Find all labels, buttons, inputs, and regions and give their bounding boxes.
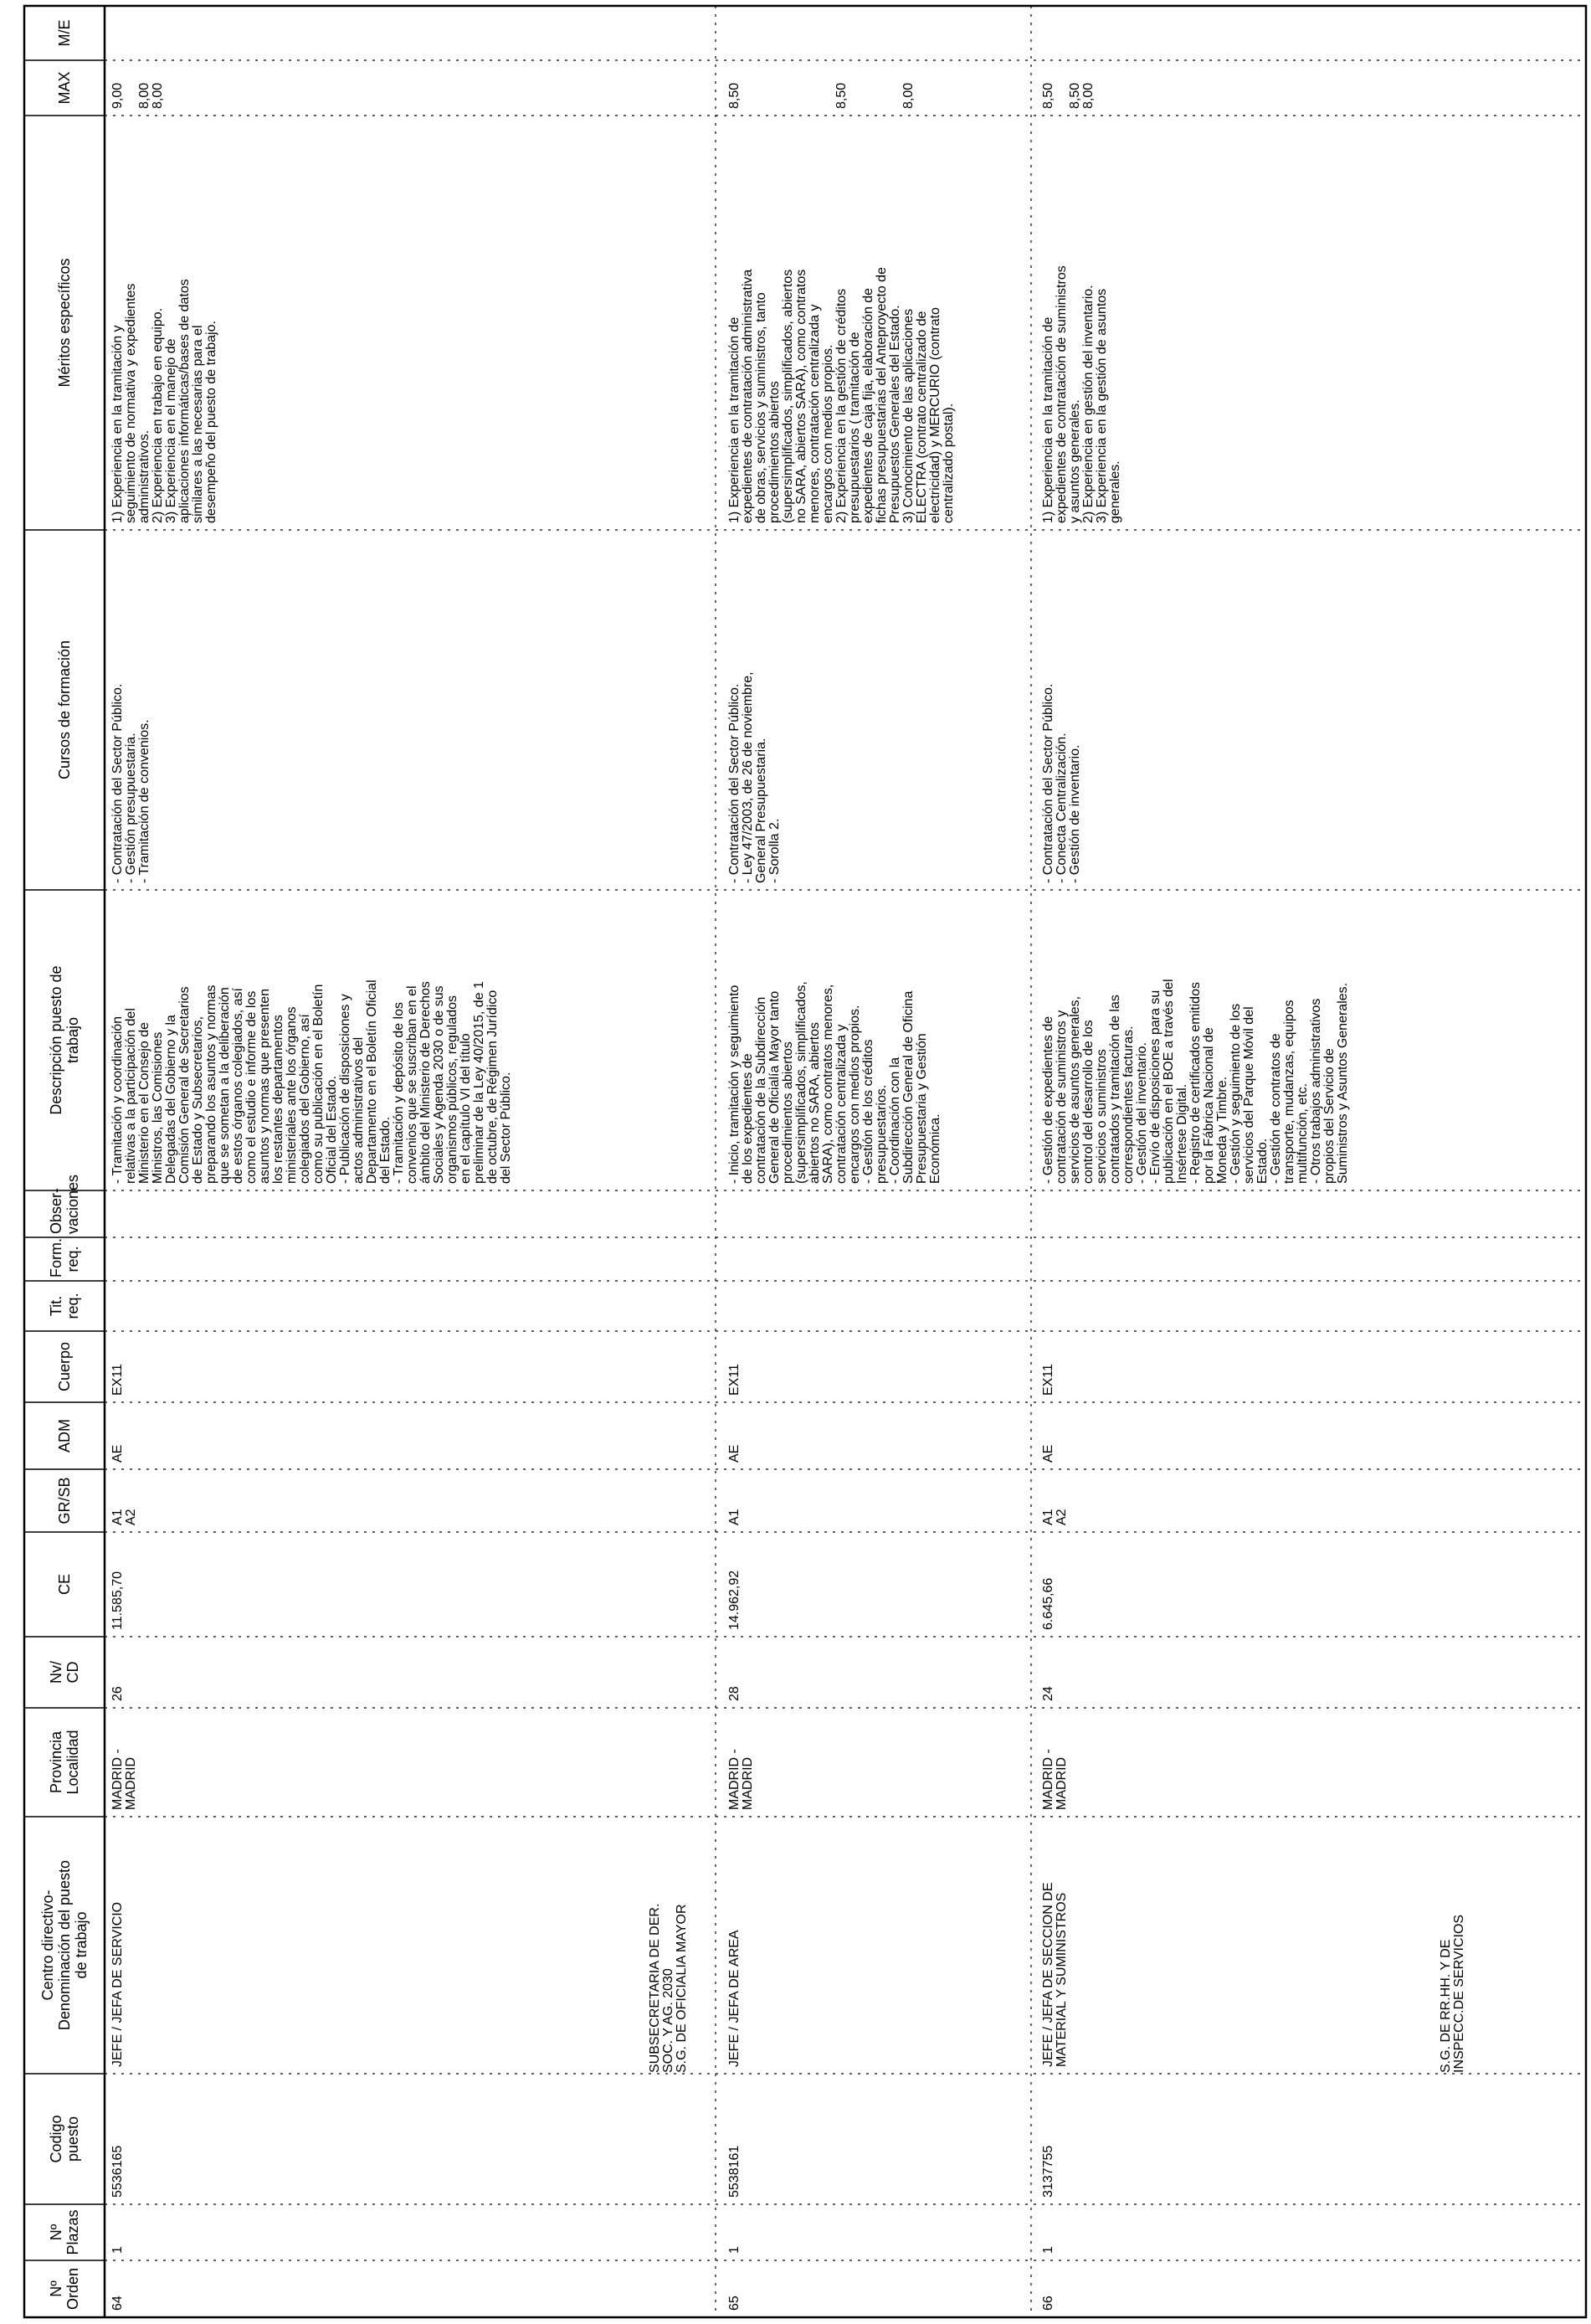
row-65-plazas: 1 <box>727 2246 742 2254</box>
row-66-grsb: A1 A2 <box>1041 1509 1069 1525</box>
row-65-ce: 14.962,92 <box>727 1570 742 1630</box>
row-64-cursos: - Contratación del Sector Público. - Gestión presupuestaria. - Tramitación de convenios. <box>110 683 151 883</box>
header-orden: Nº Orden <box>48 2267 81 2311</box>
row-64-adm: AE <box>110 1444 125 1463</box>
header-adm: ADM <box>56 1419 73 1452</box>
header-cursos: Cursos de formación <box>56 640 73 780</box>
row-66-ce: 6.645,66 <box>1041 1577 1055 1630</box>
row-64-max: 9,00 8,00 8,00 <box>110 82 165 109</box>
row-64-centro: JEFE / JEFA DE SERVICIO <box>110 1901 125 2067</box>
row-64-ce: 11.585,70 <box>110 1571 125 1630</box>
row-66-centro: JEFE / JEFA DE SECCION DE MATERIAL Y SUMINISTROS <box>1041 1882 1069 2067</box>
row-65-grsb: A1 <box>727 1509 742 1525</box>
header-codigo: Codigo puesto <box>48 2115 81 2163</box>
row-65-orden: 65 <box>727 2296 742 2311</box>
row-66-descripcion: - Gestión de expedientes de contratación de suministros y servicios de asuntos generales, control del desarrollo de los servicios o suministros contratados y tramitación de las correspondientes facturas. - Gestión del inventario. - Envío de disposiciones para su publicación en el BOE a través del Insértese Digital. - Registro de certificados emitidos por la Fábrica Nacional de Moneda y Timbre. - Gestión y seguimiento de los servicios del Parque Móvil del Estado. - Gestión de contratos de transporte, mudanzas, equipos multifunción, etc. - Otros trabajos administrativos propios del Servicio de Suministros y Asuntos Generales. <box>1041 979 1350 1184</box>
row-66-codigo: 3137755 <box>1041 2145 1055 2198</box>
row-64-meritos: 1) Experiencia en la tramitación y seguimiento de normativa y expedientes administrativos. 2) Experiencia en trabajo en equipo. 3) Experiencia en el manejo de aplicaciones informáticas/bases de datos similares a las necesarias para el desempeño del puesto de trabajo. <box>110 279 218 523</box>
row-66-max: 8,50 8,50 8,00 <box>1041 82 1096 109</box>
row-66-meritos: 1) Experiencia en la tramitación de expedientes de contratación de suministros y asuntos generales. 2) Experiencia en gestión del inventario. 3) Experiencia en la gestión de asuntos generales. <box>1041 265 1122 523</box>
row-66-cuerpo: EX11 <box>1041 1364 1055 1396</box>
row-65-provincia: MADRID - MADRID <box>727 1749 755 1810</box>
header-max: MAX <box>56 71 73 105</box>
row-65-descripcion: - Inicio, tramitación y seguimiento de los expedientes de contratación de la Subdirección General de Oficialía Mayor tanto procedimientos abiertos (supersimplificados, simplificados, abiertos no SARA, abiertos SARA), como contratos menores, contratación centralizada y encargos con medios propios. - Gestión de los créditos presupuestarios. - Coordinación con la Subdirección General de Oficina Presupuestaria y Gestión Económica. <box>727 981 942 1184</box>
header-ce: CE <box>56 1574 73 1596</box>
row-66-adm: AE <box>1041 1444 1055 1463</box>
row-66-nivel: 24 <box>1041 1686 1055 1701</box>
row-66-orden: 66 <box>1041 2296 1055 2311</box>
row-65-meritos: 1) Experiencia en la tramitación de expedientes de contratación administrativa de obras, servicios y suministros, tanto procedimientos abiertos (supersimplificados, simplificados, abiertos no SARA, abiertos SARA), como contratos menores, contratación centralizada y encargos con medios propios. 2) Experiencia en la gestión de créditos presupuestarios ( tramitación de expedientes de caja fija, elaboración de fichas presupuestarias del Anteproyecto de Presupuestos Generales del Estado. 3) Conocimiento de las aplicaciones ELECTRA (contrato centralizado de electricidad) y MERCURIO (contrato centralizado postal). <box>727 267 956 523</box>
header-me: M/E <box>56 19 73 47</box>
row-64-provincia: MADRID - MADRID <box>110 1749 138 1810</box>
header-grsb: GR/SB <box>56 1477 73 1524</box>
row-65-centro: JEFE / JEFA DE AREA <box>727 1930 742 2067</box>
header-observaciones: Obser- vaciones <box>48 1174 81 1234</box>
row-65-codigo: 5538161 <box>727 2145 742 2198</box>
row-64-orden: 64 <box>110 2296 125 2311</box>
header-meritos: Méritos específicos <box>56 258 73 388</box>
row-64-nivel: 26 <box>110 1686 125 1701</box>
header-titreq: Tit. req. <box>48 1293 81 1319</box>
row-64-cuerpo: EX11 <box>110 1364 125 1396</box>
group-heading: S.G. DE RR.HH. Y DE INSPECC.DE SERVICIOS <box>1439 1914 1466 2073</box>
header-nivel: Nv/ CD <box>48 1661 81 1684</box>
header-centro: Centro directivo- Denominación del puesto de trabajo <box>39 1859 90 2031</box>
row-65-cuerpo: EX11 <box>727 1364 742 1396</box>
row-64-plazas: 1 <box>110 2246 125 2254</box>
row-65-adm: AE <box>727 1444 742 1463</box>
row-65-max: 8,50 8,50 8,00 <box>727 82 916 109</box>
row-64-codigo: 5536165 <box>110 2145 125 2198</box>
row-64-grsb: A1 A2 <box>110 1509 138 1525</box>
header-plazas: Nº Plazas <box>48 2209 81 2255</box>
header-formreq: Form. req. <box>48 1238 81 1278</box>
row-64-descripcion: - Tramitación y coordinación relativas a la participación del Ministerio en el Consejo de Ministros, las Comisiones Delegadas del Gobierno y la Comisión General de Secretarios de Estado y Subsecretarios, preparando los asuntos y normas que se sometan a la deliberación de estos órganos colegiados, así como el estudio e informe de los asuntos y normas que presenten los restantes departamentos ministeriales ante los órganos colegiados del Gobierno, así como su publicación en el Boletín Oficial del Estado. - Publicación de disposiciones y actos administrativos del Departamento en el Boletín Oficial del Estado. - Tramitación y depósito de los convenios que se suscriban en el ámbito del Ministerio de Derechos Sociales y Agenda 2030 o de sus organismos públicos, regulados en el capítulo VI del título preliminar de la Ley 40/2015, de 1 de octubre, de Régimen Jurídico del Sector Público. <box>110 979 513 1184</box>
row-66-plazas: 1 <box>1041 2246 1055 2254</box>
row-66-provincia: MADRID - MADRID <box>1041 1749 1069 1810</box>
row-66-cursos: - Contratación del Sector Público. - Conecta Centralización. - Gestión de inventario. <box>1041 683 1082 883</box>
header-provincia: Provincia Localidad <box>48 1730 81 1795</box>
group-heading: SUBSECRETARIA DE DER. SOC. Y AG. 2030 S.G. DE OFICIALIA MAYOR <box>648 1903 689 2073</box>
row-65-cursos: - Contratación del Sector Público. - Ley 47/2003, de 26 de noviembre, General Presupuestaria. - Sorolla 2. <box>727 671 782 883</box>
header-descripcion: Descripción puesto de trabajo <box>48 965 81 1115</box>
row-65-nivel: 28 <box>727 1686 742 1701</box>
header-cuerpo: Cuerpo <box>56 1341 73 1392</box>
